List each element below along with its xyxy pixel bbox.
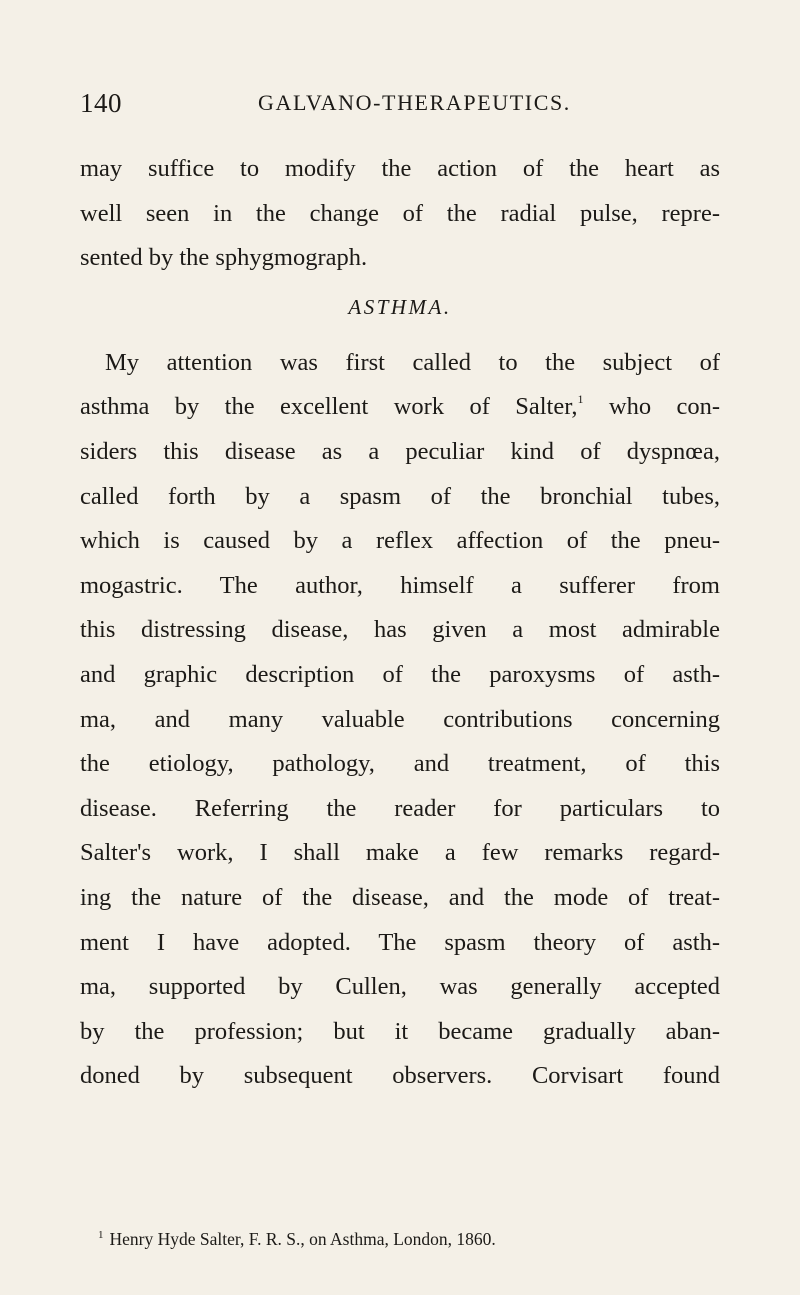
- text-line: by the profession; but it became gradually aban-: [80, 1017, 720, 1045]
- text-fragment: asthma by the excellent work of Salter,: [80, 393, 578, 421]
- text-line: ma, and many valuable contributions concerning: [80, 705, 720, 733]
- text-line-with-footnote: [80, 385, 720, 430]
- text-line: ing the nature of the disease, and the mode of treat-: [80, 883, 720, 911]
- text-line: ma, supported by Cullen, was generally accepted: [80, 973, 720, 1001]
- text-line: My attention was first called to the subject of: [105, 348, 720, 376]
- text-line: siders this disease as a peculiar kind of dyspnœa,: [80, 437, 720, 465]
- section-heading: ASTHMA.: [348, 294, 452, 319]
- text-line: mogastric. The author, himself a sufferer from: [80, 571, 720, 599]
- text-line: may suffice to modify the action of the heart as: [80, 155, 720, 182]
- body-text: [80, 147, 720, 1099]
- text-line: well seen in the change of the radial pulse, repre-: [80, 199, 720, 227]
- text-line: the etiology, pathology, and treatment, of this: [80, 750, 720, 778]
- text-line: and graphic description of the paroxysms of asth-: [80, 660, 720, 688]
- footnote-reference[interactable]: 1: [577, 392, 584, 407]
- running-title: GALVANO-THERAPEUTICS.: [258, 90, 571, 115]
- footnote-text: Henry Hyde Salter, F. R. S., on Asthma, London, 1860.: [109, 1229, 496, 1249]
- text-line: sented by the sphygmograph.: [80, 244, 368, 272]
- text-line: called forth by a spasm of the bronchial tubes,: [80, 482, 720, 510]
- text-line: ment I have adopted. The spasm theory of asth-: [80, 928, 720, 956]
- text-line: doned by subsequent observers. Corvisart found: [80, 1062, 720, 1090]
- text-line: this distressing disease, has given a most admirable: [80, 616, 720, 644]
- text-line: which is caused by a reflex affection of the pneu-: [80, 527, 720, 555]
- page-number: 140: [80, 88, 122, 118]
- footnote-marker: 1: [98, 1229, 104, 1241]
- text-fragment: who con-: [583, 393, 720, 421]
- running-head: [80, 88, 720, 128]
- text-line: disease. Referring the reader for particulars to: [80, 794, 720, 822]
- text-line: Salter's work, I shall make a few remarks regard-: [80, 839, 720, 867]
- footnote: [98, 1223, 718, 1251]
